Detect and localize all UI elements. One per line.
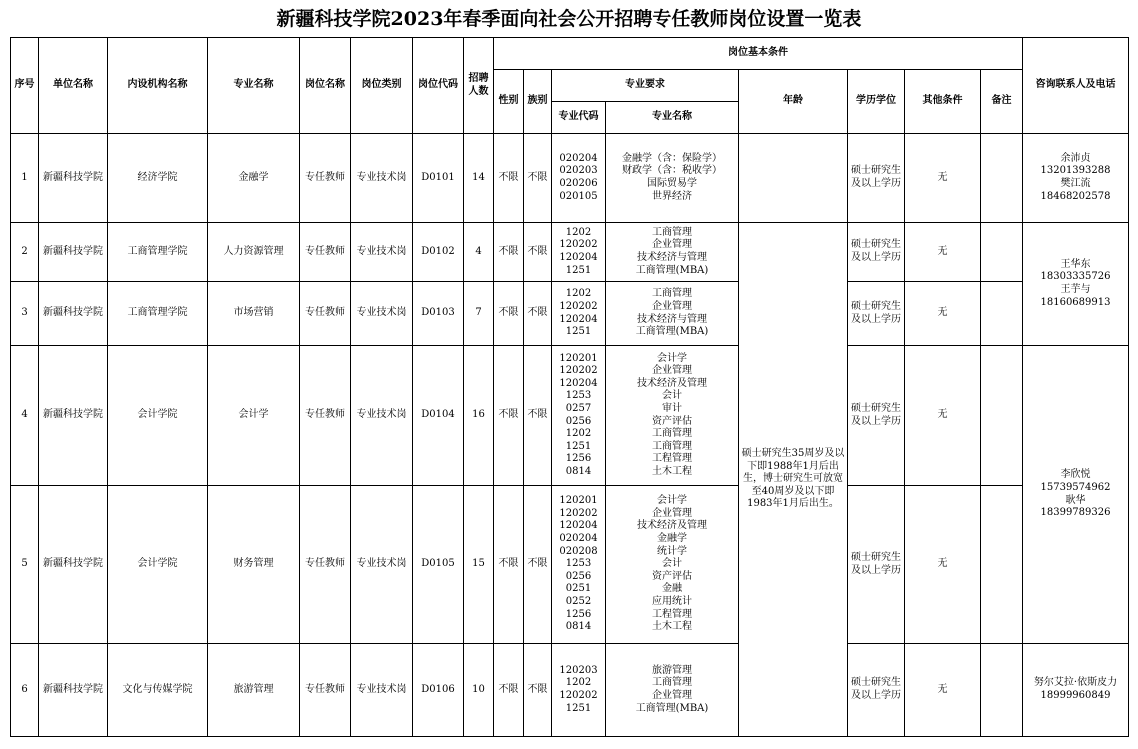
cell-major-names-line: 企业管理 (652, 507, 692, 519)
cell-contact (1023, 346, 1129, 644)
header-other: 其他条件 (905, 70, 981, 134)
cell-major-codes-line: 120202 (559, 365, 598, 377)
cell-dept: 经济学院 (108, 134, 208, 223)
cell-major-codes-line: 1256 (565, 608, 592, 620)
cell-contact-line: 王芋与 (1060, 284, 1091, 295)
cell-major-codes-line: 1251 (565, 264, 592, 276)
cell-count: 7 (464, 282, 494, 346)
cell-code: D0104 (413, 346, 464, 486)
cell-other: 无 (905, 282, 981, 346)
cell-count: 15 (464, 486, 494, 644)
cell-dept: 文化与传媒学院 (108, 644, 208, 737)
header-major-requirement: 专业要求 (552, 70, 739, 102)
cell-remark (981, 346, 1023, 486)
cell-major-codes-line: 020204 (559, 533, 598, 545)
header-seq: 序号 (11, 38, 39, 134)
cell-ethnic: 不限 (524, 282, 552, 346)
header-education: 学历学位 (848, 70, 905, 134)
cell-contact-line: 18160689913 (1040, 296, 1111, 308)
cell-major-names-line: 资产评估 (652, 415, 692, 427)
cell-position: 专任教师 (300, 134, 351, 223)
cell-major-codes (552, 486, 606, 644)
cell-unit: 新疆科技学院 (39, 346, 108, 486)
cell-major-names-line: 工商管理 (652, 428, 692, 440)
cell-major-codes-line: 0252 (565, 595, 592, 607)
cell-major-names-line: 世界经济 (652, 190, 692, 202)
cell-education: 硕士研究生及以上学历 (848, 346, 905, 486)
cell-major-names-line: 企业管理 (652, 300, 692, 312)
cell-major-codes-line: 120204 (559, 313, 598, 325)
cell-position: 专任教师 (300, 282, 351, 346)
cell-other: 无 (905, 346, 981, 486)
cell-major-names-line: 技术经济及管理 (637, 377, 707, 389)
cell-contact-line: 18468202578 (1040, 190, 1111, 202)
cell-age-empty (739, 134, 848, 223)
cell-contact (1023, 134, 1129, 223)
cell-age: 硕士研究生35周岁及以下即1988年1月后出生，博士研究生可放宽至40周岁及以下即1983年1月后出生。 (739, 223, 848, 737)
cell-unit: 新疆科技学院 (39, 282, 108, 346)
cell-major-names-line: 工商管理 (652, 288, 692, 300)
cell-major-names-line: 工商管理(MBA) (635, 326, 709, 338)
cell-major-names-line: 技术经济与管理 (637, 252, 707, 263)
cell-major-codes-line: 1202 (565, 428, 592, 440)
cell-seq: 4 (11, 346, 39, 486)
cell-ethnic: 不限 (524, 346, 552, 486)
cell-major-codes (552, 644, 606, 737)
cell-major-codes-line: 120202 (559, 690, 598, 701)
cell-major-codes-line: 0251 (565, 583, 592, 595)
table-row (11, 644, 1129, 737)
cell-position: 专任教师 (300, 486, 351, 644)
cell-major-codes-line: 020105 (559, 190, 598, 202)
cell-position: 专任教师 (300, 346, 351, 486)
cell-major: 人力资源管理 (208, 223, 300, 282)
cell-major-codes-line: 120203 (559, 664, 598, 676)
cell-seq: 2 (11, 223, 39, 282)
header-dept: 内设机构名称 (108, 38, 208, 134)
cell-contact (1023, 223, 1129, 346)
cell-major-names-line: 金融学（含：保险学） (622, 152, 722, 164)
cell-major-names-line: 企业管理 (652, 365, 692, 377)
cell-gender: 不限 (494, 346, 524, 486)
header-age: 年龄 (739, 70, 848, 134)
cell-contact-line: 13201393288 (1040, 165, 1111, 177)
cell-major-codes-line: 020208 (559, 545, 598, 557)
cell-major-names (606, 486, 739, 644)
cell-contact-line: 15739574962 (1040, 481, 1111, 493)
table-row (11, 282, 1129, 346)
cell-other: 无 (905, 134, 981, 223)
header-remark: 备注 (981, 70, 1023, 134)
header-count: 招聘人数 (464, 38, 494, 134)
cell-gender: 不限 (494, 282, 524, 346)
cell-major-codes-line: 120204 (559, 520, 598, 532)
cell-major-codes-line: 1202 (565, 677, 592, 689)
cell-major: 财务管理 (208, 486, 300, 644)
cell-major-names (606, 346, 739, 486)
cell-seq: 3 (11, 282, 39, 346)
cell-unit: 新疆科技学院 (39, 134, 108, 223)
cell-gender: 不限 (494, 134, 524, 223)
cell-contact-line: 樊江流 (1060, 178, 1091, 189)
cell-count: 4 (464, 223, 494, 282)
cell-remark (981, 486, 1023, 644)
table-row (11, 223, 1129, 282)
header-basic-conditions: 岗位基本条件 (494, 38, 1023, 70)
cell-position: 专任教师 (300, 223, 351, 282)
header-major: 专业名称 (208, 38, 300, 134)
cell-major-codes-line: 020204 (559, 152, 598, 164)
cell-contact-line: 18399789326 (1040, 507, 1111, 519)
table-row (11, 486, 1129, 644)
cell-contact (1023, 644, 1129, 737)
cell-major-names-line: 财政学（含：税收学） (622, 165, 722, 177)
page-title: 新疆科技学院2023年春季面向社会公开招聘专任教师岗位设置一览表 (276, 8, 862, 30)
cell-major-codes-line: 1251 (565, 326, 592, 338)
cell-major-codes (552, 134, 606, 223)
cell-major-codes-line: 120201 (559, 495, 598, 507)
cell-major-codes-line: 1202 (565, 288, 592, 300)
cell-count: 10 (464, 644, 494, 737)
cell-major-names-line: 企业管理 (652, 239, 692, 251)
cell-category: 专业技术岗 (351, 223, 413, 282)
cell-other: 无 (905, 486, 981, 644)
table-row (11, 346, 1129, 486)
cell-major-codes-line: 0256 (565, 570, 592, 582)
cell-major-codes-line: 1202 (565, 226, 592, 238)
cell-ethnic: 不限 (524, 134, 552, 223)
header-major-code: 专业代码 (552, 102, 606, 134)
cell-category: 专业技术岗 (351, 346, 413, 486)
cell-code: D0105 (413, 486, 464, 644)
header-category: 岗位类别 (351, 38, 413, 134)
cell-major: 金融学 (208, 134, 300, 223)
cell-major-names-line: 国际贸易学 (647, 178, 697, 189)
cell-position: 专任教师 (300, 644, 351, 737)
cell-major-names (606, 223, 739, 282)
cell-education: 硕士研究生及以上学历 (848, 486, 905, 644)
cell-major-names-line: 工商管理(MBA) (635, 702, 709, 714)
cell-major-codes-line: 0257 (565, 402, 592, 414)
cell-major-names-line: 技术经济与管理 (637, 313, 707, 325)
cell-dept: 会计学院 (108, 346, 208, 486)
header-unit: 单位名称 (39, 38, 108, 134)
cell-major-names-line: 审计 (662, 402, 682, 414)
cell-major-names-line: 统计学 (657, 545, 687, 557)
cell-major-names-line: 技术经济及管理 (637, 520, 707, 532)
cell-major-names-line: 企业管理 (652, 690, 692, 701)
recruitment-table (10, 37, 1129, 737)
cell-unit: 新疆科技学院 (39, 486, 108, 644)
cell-major-codes-line: 1253 (565, 390, 592, 402)
cell-count: 16 (464, 346, 494, 486)
cell-code: D0101 (413, 134, 464, 223)
header-gender: 性别 (494, 70, 524, 134)
cell-gender: 不限 (494, 486, 524, 644)
cell-code: D0102 (413, 223, 464, 282)
cell-major-codes-line: 0256 (565, 415, 592, 427)
cell-major-names-line: 资产评估 (652, 570, 692, 582)
cell-remark (981, 134, 1023, 223)
cell-seq: 6 (11, 644, 39, 737)
cell-major-codes-line: 120204 (559, 377, 598, 389)
cell-ethnic: 不限 (524, 486, 552, 644)
cell-seq: 1 (11, 134, 39, 223)
cell-contact-line: 努尔艾拉·依斯皮力 (1033, 677, 1118, 689)
cell-education: 硕士研究生及以上学历 (848, 282, 905, 346)
cell-major-codes-line: 1251 (565, 702, 592, 714)
cell-education: 硕士研究生及以上学历 (848, 644, 905, 737)
cell-code: D0106 (413, 644, 464, 737)
cell-major-codes-line: 0814 (565, 621, 592, 633)
cell-contact-line: 18303335726 (1040, 271, 1111, 283)
cell-major-codes (552, 282, 606, 346)
cell-major-names-line: 应用统计 (652, 595, 692, 607)
cell-other: 无 (905, 644, 981, 737)
cell-seq: 5 (11, 486, 39, 644)
cell-major-codes-line: 120204 (559, 252, 598, 263)
cell-major-codes-line: 120202 (559, 300, 598, 312)
cell-dept: 会计学院 (108, 486, 208, 644)
cell-major-names-line: 会计 (662, 558, 682, 570)
cell-major: 旅游管理 (208, 644, 300, 737)
cell-other: 无 (905, 223, 981, 282)
cell-contact-line: 18999960849 (1040, 690, 1111, 701)
cell-major-names-line: 会计 (662, 390, 682, 402)
cell-remark (981, 644, 1023, 737)
cell-major-codes-line: 120202 (559, 239, 598, 251)
cell-major-codes-line: 0814 (565, 465, 592, 477)
cell-major-names-line: 金融学 (657, 533, 687, 545)
cell-major: 会计学 (208, 346, 300, 486)
cell-major-codes-line: 020203 (559, 165, 598, 177)
cell-major-names-line: 工商管理 (652, 677, 692, 689)
cell-ethnic: 不限 (524, 223, 552, 282)
cell-major-names-line: 会计学 (657, 495, 687, 507)
header-contact: 咨询联系人及电话 (1023, 38, 1129, 134)
table-row (11, 134, 1129, 223)
header-major-name: 专业名称 (606, 102, 739, 134)
cell-unit: 新疆科技学院 (39, 644, 108, 737)
cell-major-names-line: 工程管理 (652, 453, 692, 465)
cell-unit: 新疆科技学院 (39, 223, 108, 282)
header-ethnic: 族别 (524, 70, 552, 134)
cell-major-codes-line: 1253 (565, 558, 592, 570)
cell-dept: 工商管理学院 (108, 282, 208, 346)
cell-code: D0103 (413, 282, 464, 346)
cell-education: 硕士研究生及以上学历 (848, 134, 905, 223)
cell-major-names-line: 金融 (662, 583, 682, 595)
cell-major-names-line: 工商管理(MBA) (635, 264, 709, 276)
cell-gender: 不限 (494, 644, 524, 737)
cell-dept: 工商管理学院 (108, 223, 208, 282)
cell-major-codes-line: 1256 (565, 453, 592, 465)
cell-major-names (606, 134, 739, 223)
cell-major-names (606, 282, 739, 346)
cell-ethnic: 不限 (524, 644, 552, 737)
cell-remark (981, 282, 1023, 346)
cell-count: 14 (464, 134, 494, 223)
cell-gender: 不限 (494, 223, 524, 282)
cell-major-names-line: 工商管理 (652, 440, 692, 452)
cell-category: 专业技术岗 (351, 644, 413, 737)
header-code: 岗位代码 (413, 38, 464, 134)
cell-contact-line: 王华东 (1060, 258, 1091, 270)
cell-education: 硕士研究生及以上学历 (848, 223, 905, 282)
cell-category: 专业技术岗 (351, 486, 413, 644)
cell-category: 专业技术岗 (351, 134, 413, 223)
cell-major-names-line: 工商管理 (652, 226, 692, 238)
cell-contact-line: 李欣悦 (1060, 469, 1091, 481)
cell-major-names-line: 工程管理 (652, 608, 692, 620)
cell-major-codes-line: 120201 (559, 352, 598, 364)
cell-major-codes-line: 020206 (559, 178, 598, 189)
cell-major-names-line: 旅游管理 (652, 664, 692, 676)
cell-major-names-line: 土木工程 (652, 621, 692, 633)
cell-major-codes-line: 1251 (565, 440, 592, 452)
cell-major-codes (552, 346, 606, 486)
cell-major: 市场营销 (208, 282, 300, 346)
header-position: 岗位名称 (300, 38, 351, 134)
cell-contact-line: 余沛贞 (1060, 152, 1091, 164)
cell-contact-line: 耿华 (1065, 494, 1086, 506)
cell-major-names (606, 644, 739, 737)
cell-major-codes (552, 223, 606, 282)
cell-major-names-line: 会计学 (657, 352, 687, 364)
cell-category: 专业技术岗 (351, 282, 413, 346)
cell-major-codes-line: 120202 (559, 507, 598, 519)
cell-remark (981, 223, 1023, 282)
cell-major-names-line: 土木工程 (652, 465, 692, 477)
